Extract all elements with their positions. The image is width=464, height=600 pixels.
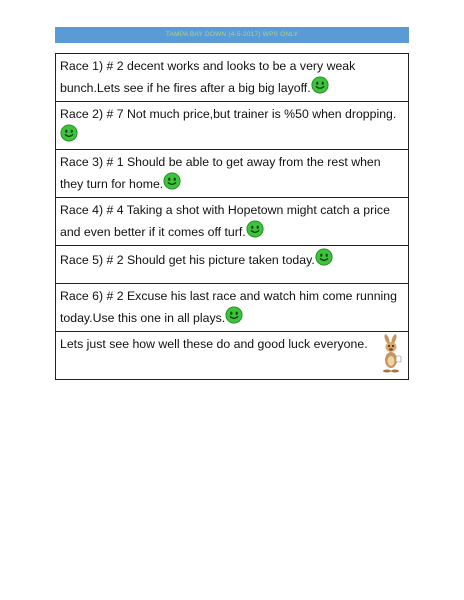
kangaroo-icon (378, 334, 404, 374)
pick-cell-race-1 (56, 54, 409, 102)
pick-cell-race-4 (56, 198, 409, 246)
table-row (56, 332, 409, 380)
pick-text: Race 2) # 7 Not much price,but trainer is %50 when dropping. (60, 107, 397, 121)
pick-cell-race-2 (56, 102, 409, 150)
closing-cell (56, 332, 409, 380)
picks-table (55, 53, 409, 380)
table-row (56, 198, 409, 246)
smiley-icon (311, 76, 329, 94)
smiley-icon (163, 172, 181, 190)
smiley-icon (246, 220, 264, 238)
smiley-icon (60, 124, 78, 142)
pick-text: Race 4) # 4 Taking a shot with Hopetown might catch a price and even better if it comes off turf. (60, 203, 390, 239)
pick-text: Race 5) # 2 Should get his picture taken today. (60, 253, 315, 267)
page-header: TAMPA BAY DOWN (4-5-2017) WPS ONLY (55, 27, 409, 43)
table-row (56, 246, 409, 284)
smiley-icon (315, 248, 333, 266)
pick-cell-race-3 (56, 150, 409, 198)
pick-text: Race 3) # 1 Should be able to get away from the rest when they turn for home. (60, 155, 381, 191)
table-row (56, 102, 409, 150)
table-row (56, 284, 409, 332)
pick-cell-race-6 (56, 284, 409, 332)
pick-text: Race 1) # 2 decent works and looks to be a very weak bunch.Lets see if he fires after a big big layoff. (60, 59, 356, 95)
smiley-icon (225, 306, 243, 324)
pick-cell-race-5 (56, 246, 409, 284)
table-row (56, 54, 409, 102)
table-row (56, 150, 409, 198)
closing-text: Lets just see how well these do and good luck everyone. (60, 337, 368, 351)
pick-text: Race 6) # 2 Excuse his last race and watch him come running today.Use this one in all plays. (60, 289, 397, 325)
